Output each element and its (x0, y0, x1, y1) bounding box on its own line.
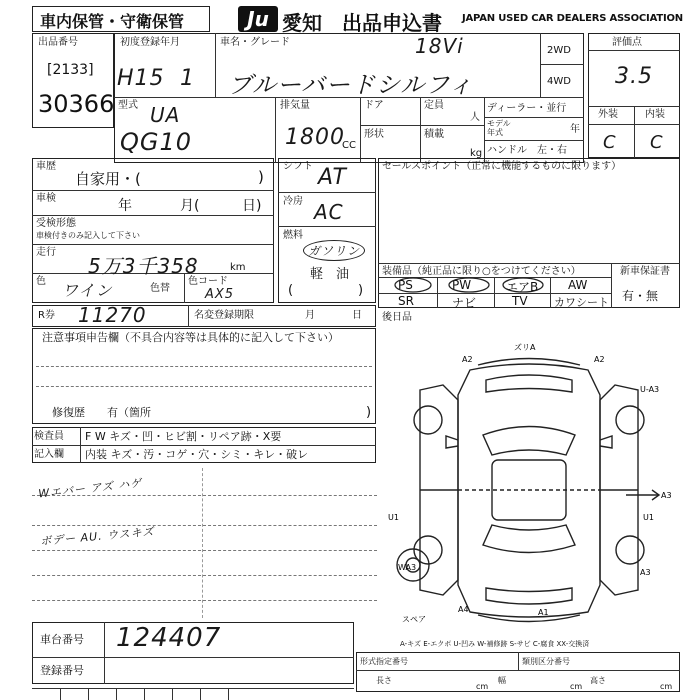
diesel-label: 軽 油 (310, 267, 350, 282)
equip-aw: AW (568, 278, 588, 292)
mileage-value: 5万3千358 (88, 254, 199, 278)
cooler-label: 冷房 (283, 196, 303, 207)
displacement-value: 1800 (285, 125, 345, 150)
model-year-unit: 年 (570, 124, 580, 135)
inspection-month: 月( (180, 198, 200, 214)
score-label: 評価点 (612, 37, 642, 48)
height-label: 高さ (590, 676, 606, 685)
grade: 18Vi (415, 34, 464, 58)
sales-point-label: セールスポイント（正常に機能するものに限ります） (382, 161, 622, 172)
inspection-year: 年 (118, 198, 132, 214)
divider (172, 688, 173, 700)
cc-label: CC (342, 140, 356, 151)
divider (484, 140, 584, 141)
equip-navi: ナビ (452, 296, 477, 310)
car-damage-diagram (378, 330, 680, 635)
divider (144, 688, 145, 700)
interior-grade: C (650, 132, 664, 153)
inspector-label: 検査員 (34, 431, 64, 442)
class-no-label: 類別区分番号 (522, 657, 570, 666)
trade-form-label: 受検形態 (36, 218, 76, 229)
engine-code: QG10 (120, 128, 193, 156)
model-code: UA (150, 103, 181, 127)
kg-label: kg (470, 148, 483, 159)
equip-tv: TV (512, 294, 528, 308)
svg-text:A4: A4 (458, 605, 469, 614)
color-value: ワイン (62, 281, 113, 300)
divider (278, 226, 376, 227)
svg-text:WA3: WA3 (398, 563, 417, 572)
svg-text:U1: U1 (388, 513, 399, 522)
history-close: ) (258, 168, 264, 186)
type-no-label: 形式指定番号 (360, 657, 408, 666)
divider (32, 575, 377, 576)
trade-form-note: 車検付きのみ記入して下さい (36, 231, 140, 240)
dealer-parallel-label: ディーラー・並行 (487, 103, 567, 114)
equip-sr: SR (398, 294, 414, 308)
divider (484, 117, 584, 118)
fuel-label: 燃料 (283, 230, 303, 241)
divider (588, 124, 680, 125)
storage-label: 車内保管・守衛保管 (40, 12, 185, 31)
divider (60, 688, 61, 700)
interior-row: 内装 キズ・汚・コゲ・穴・シミ・キレ・破レ (85, 448, 309, 461)
divider (188, 305, 189, 327)
svg-text:A2: A2 (462, 355, 473, 364)
2wd-label: 2WD (547, 45, 571, 56)
displacement-label: 排気量 (280, 100, 310, 111)
fw-row: F W キズ・凹・ヒビ割・リペア跡・X要 (85, 430, 282, 443)
divider (184, 273, 185, 303)
lot-code: [2133] (47, 62, 94, 78)
r-label: R券 (38, 310, 55, 321)
first-reg-era: H15 (117, 66, 165, 91)
new-car-warranty-options: 有・無 (622, 289, 659, 303)
divider (88, 688, 89, 700)
form-title: 出品申込書 (342, 11, 442, 35)
width-unit: cm (570, 682, 583, 691)
door-label: ドア (364, 100, 384, 111)
divider (518, 652, 519, 670)
equip-ac: エアB (506, 280, 539, 294)
equip-cassette: カワシート (554, 296, 609, 309)
svg-text:A2: A2 (594, 355, 605, 364)
divider (200, 688, 201, 700)
handle-label: ハンドル 左・右 (487, 145, 567, 156)
svg-text:A3: A3 (661, 491, 672, 500)
fuel-paren-open: ( (288, 283, 294, 298)
divider (32, 190, 274, 191)
svg-text:U-A3: U-A3 (640, 385, 660, 394)
divider (634, 106, 635, 158)
divider (356, 670, 680, 671)
divider (116, 688, 117, 700)
first-reg-label: 初度登録年月 (120, 37, 180, 48)
divider (484, 97, 485, 163)
divider (278, 192, 376, 193)
history-label: 車歴 (36, 161, 56, 172)
divider (420, 97, 421, 163)
divider (32, 600, 377, 601)
equipment-label: 装備品（純正品に限り○をつけてください） (382, 266, 581, 277)
divider (80, 427, 81, 463)
divider (611, 263, 612, 308)
interior-label: 内装 (645, 109, 665, 120)
new-car-warranty-label: 新車保証書 (620, 266, 670, 277)
shift-value: AT (318, 165, 347, 190)
back-note-label: 後日品 (382, 312, 412, 323)
inspection-day: 日) (242, 198, 262, 214)
divider (32, 688, 354, 689)
shape-label: 形状 (364, 129, 384, 140)
org-name: 愛知 (282, 11, 322, 35)
lot-number: 30366 (38, 90, 115, 118)
divider (32, 550, 377, 551)
capacity-label: 定員 (424, 100, 444, 111)
width-label: 幅 (498, 676, 506, 685)
model-year-label: モデル 年式 (487, 119, 511, 137)
fuel-value: ガソリン (303, 240, 365, 261)
svg-text:A3: A3 (640, 568, 651, 577)
inspection-label: 車検 (36, 193, 56, 204)
exterior-label: 外装 (598, 109, 618, 120)
reg-label: 登録番号 (40, 664, 84, 677)
chassis-label: 車台番号 (40, 633, 84, 646)
divider (540, 33, 541, 97)
color-code-label: 色コード (188, 276, 228, 287)
r-value: 11270 (78, 303, 147, 327)
equip-pw: PW (452, 278, 472, 292)
cooler-value: AC (314, 200, 344, 224)
svg-text:U1: U1 (643, 513, 654, 522)
divider (32, 244, 274, 245)
divider (360, 97, 361, 163)
first-reg-month: 1 (180, 66, 195, 91)
note-line-1: Wエバー アズ ハゲ (37, 476, 143, 501)
mileage-label: 走行 (36, 247, 56, 258)
note-line-2: ボデー AU. ウスキズ (39, 525, 155, 548)
equip-ps: PS (398, 278, 413, 292)
divider (202, 468, 203, 618)
svg-text:A1: A1 (538, 608, 549, 617)
divider (215, 33, 216, 97)
load-label: 積載 (424, 129, 444, 140)
entry-label: 記入欄 (34, 449, 64, 460)
divider (360, 125, 484, 126)
exterior-grade: C (603, 132, 617, 153)
length-label: 長さ (376, 676, 392, 685)
svg-text:スペア: スペア (402, 615, 426, 624)
color-change-label: 色替 (150, 283, 170, 294)
name-change-day: 日 (352, 310, 362, 321)
divider (228, 688, 229, 700)
divider (540, 64, 584, 65)
km-label: km (230, 262, 246, 273)
car-name: ブルーバードシルフィ (228, 71, 474, 99)
divider (588, 50, 680, 51)
model-label: 型式 (118, 100, 138, 111)
height-unit: cm (660, 682, 673, 691)
notes-title: 注意事項申告欄（不具合内容等は具体的に記入して下さい） (42, 331, 339, 344)
length-unit: cm (476, 682, 489, 691)
ju-logo: Ju (238, 6, 278, 32)
repair-close: ) (366, 405, 372, 420)
divider (36, 366, 372, 367)
damage-legend: A-キズ E-エクボ U-凹み W-補修跡 S-サビ C-腐食 XX-交換済 (400, 640, 590, 648)
repair-history-label: 修復歴 有（箇所 (52, 406, 151, 419)
chassis-value: 124407 (116, 623, 222, 653)
persons-label: 人 (470, 112, 480, 123)
4wd-label: 4WD (547, 76, 571, 87)
car-name-label: 車名・グレード (220, 37, 290, 48)
history-value: 自家用・( (75, 170, 141, 188)
svg-text:ズリA: ズリA (514, 343, 536, 352)
association-name: JAPAN USED CAR DEALERS ASSOCIATION (462, 13, 683, 24)
name-change-label: 名変登録期限 (194, 310, 254, 321)
divider (36, 386, 372, 387)
divider (275, 97, 276, 163)
divider (32, 445, 376, 446)
color-code-value: AX5 (205, 287, 235, 302)
name-change-month: 月 (305, 310, 315, 321)
divider (32, 525, 377, 526)
shift-label: シフト (283, 161, 313, 172)
lot-number-label: 出品番号 (38, 37, 78, 48)
divider (104, 622, 105, 684)
divider (32, 215, 274, 216)
divider (32, 657, 354, 658)
score-value: 3.5 (615, 64, 653, 89)
color-label: 色 (36, 276, 46, 287)
fuel-paren-close: ) (358, 283, 364, 298)
equipment-circles (378, 263, 611, 308)
